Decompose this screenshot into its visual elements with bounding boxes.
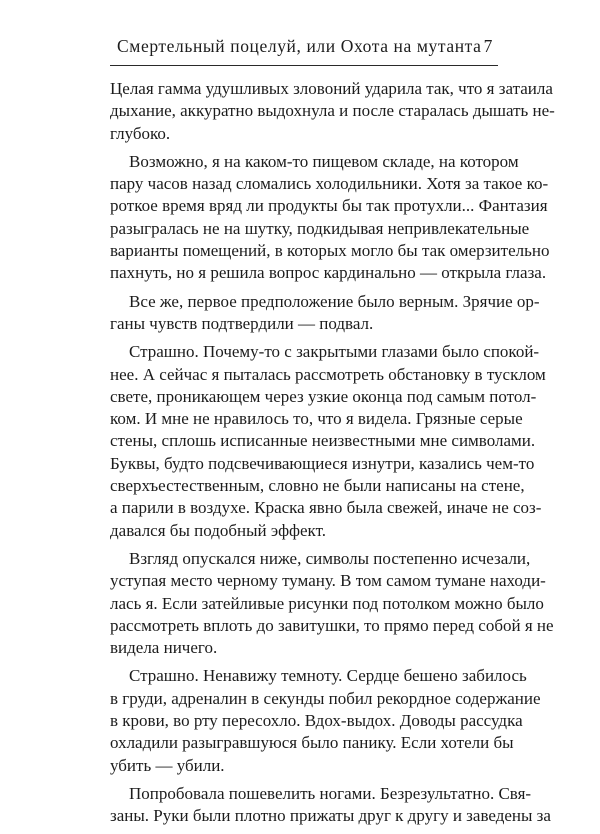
text-line: Все же, первое предположение было верным. Зрячие ор-: [129, 291, 540, 311]
text-line: сверхъестественным, словно не были написаны на стене,: [110, 476, 525, 496]
running-head: [117, 36, 493, 60]
paragraph: [110, 665, 541, 776]
text-line: ком. И мне не нравилось то, что я видела. Грязные серые: [110, 409, 523, 429]
page-number: 7: [483, 36, 493, 56]
paragraph: [110, 341, 546, 542]
paragraph: [110, 783, 551, 828]
text-line: уступая место черному туману. В том самом тумане находи-: [110, 571, 546, 591]
text-line: заны. Руки были плотно прижаты друг к другу и заведены за: [110, 806, 551, 826]
text-line: Буквы, будто подсвечивающиеся изнутри, казались чем-то: [110, 453, 535, 473]
text-line: свете, проникающем через узкие оконца под самым потол-: [110, 386, 537, 406]
text-line: видела ничего.: [110, 638, 218, 658]
text-line: Целая гамма удушливых зловоний ударила так, что я затаила: [110, 79, 553, 98]
text-line: Страшно. Ненавижу темноту. Сердце бешено забилось: [129, 666, 527, 686]
text-line: а парили в воздухе. Краска явно была свежей, иначе не соз-: [110, 498, 542, 518]
text-line: нее. А сейчас я пыталась рассмотреть обстановку в тусклом: [110, 364, 546, 384]
text-line: в крови, во рту пересохло. Вдох-выдох. Доводы рассудка: [110, 711, 523, 731]
text-line: пару часов назад сломались холодильники. Хотя за такое ко-: [110, 174, 549, 194]
paragraph: [110, 78, 555, 145]
paragraph: [110, 291, 540, 336]
text-line: стены, сплошь исписанные неизвестными мне символами.: [110, 431, 536, 451]
text-line: лась я. Если затейливые рисунки под потолком можно было: [110, 593, 544, 613]
text-line: дыхание, аккуратно выдохнула и после старалась дышать не-: [110, 101, 555, 121]
paragraph: [110, 151, 550, 285]
text-line: рассмотреть вплоть до завитушки, то прямо перед собой я не: [110, 615, 554, 635]
book-title: Смертельный поцелуй, или Охота на мутанта: [117, 36, 482, 56]
text-line: глубоко.: [110, 123, 171, 143]
header-rule: [110, 65, 498, 66]
paragraph: [110, 548, 554, 659]
text-line: убить — убили.: [110, 755, 225, 775]
text-line: Возможно, я на каком-то пищевом складе, на котором: [129, 151, 519, 171]
text-line: в груди, адреналин в секунды побил рекордное содержание: [110, 688, 541, 708]
text-line: Страшно. Почему-то с закрытыми глазами было спокой-: [129, 342, 540, 362]
text-line: Попробовала пошевелить ногами. Безрезультатно. Свя-: [129, 783, 532, 803]
text-line: Взгляд опускался ниже, символы постепенно исчезали,: [129, 548, 531, 568]
text-line: охладили разыгравшуюся было панику. Если хотели бы: [110, 733, 514, 753]
text-line: давался бы подобный эффект.: [110, 520, 326, 540]
text-line: разыгралась не на шутку, подкидывая непривлекательные: [110, 218, 530, 238]
text-line: пахнуть, но я решила вопрос кардинально — открыла глаза.: [110, 263, 547, 283]
text-line: ганы чувств подтвердили — подвал.: [110, 313, 374, 333]
body-text: [110, 78, 555, 834]
text-line: роткое время вряд ли продукты бы так протухли... Фантазия: [110, 196, 548, 216]
text-line: варианты помещений, в которых могло бы так омерзительно: [110, 241, 550, 261]
